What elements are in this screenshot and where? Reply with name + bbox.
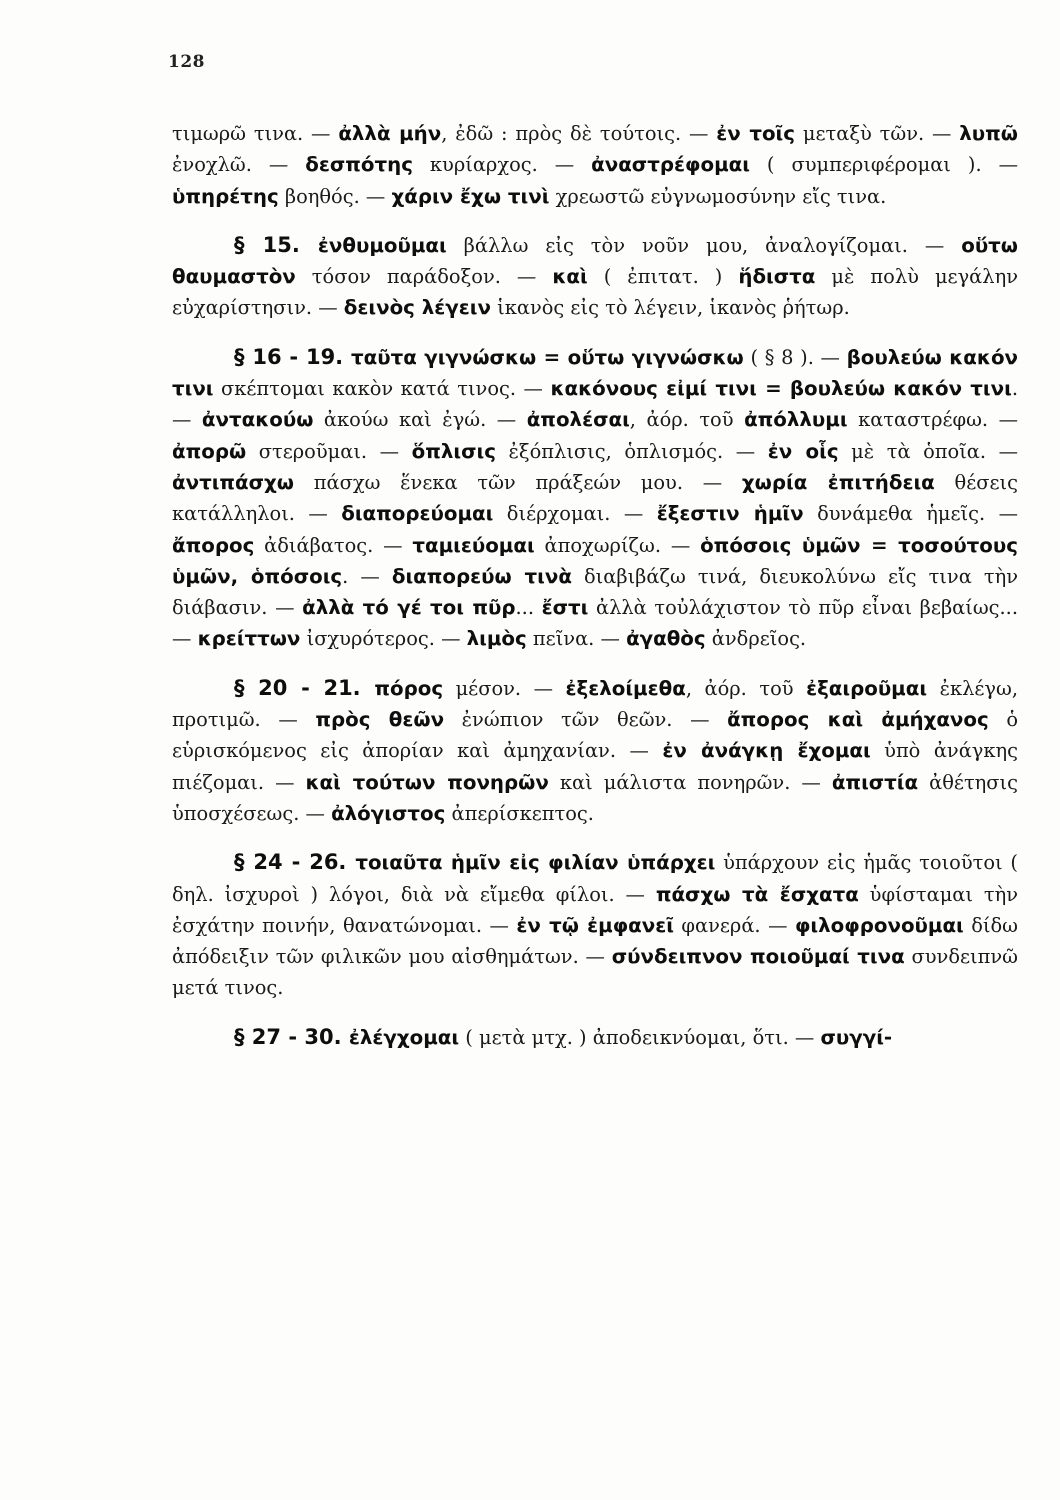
- gloss-text: ὁ εὑρισκόμενος εἰς ἀπορίαν καὶ ἀμηχανίαν. —: [172, 708, 1019, 763]
- lemma: ἀπιστία: [831, 770, 919, 794]
- gloss-text: καταστρέφω. —: [847, 408, 1019, 432]
- gloss-text: ...: [515, 596, 542, 620]
- gloss-text: ἀκούω καὶ ἐγώ. —: [313, 408, 527, 432]
- lemma: σύνδειπνον ποιοῦμαί τινα: [611, 945, 905, 969]
- lemma: ἀπορῶ: [172, 439, 247, 463]
- lemma: ὁπόσοις ὑμῶν = τοσούτους ὑμῶν, ὁπόσοις: [172, 533, 1018, 588]
- lemma: ἀλλὰ μήν: [338, 122, 442, 145]
- gloss-text: ἀνδρεῖος.: [705, 627, 807, 651]
- text-column: [172, 118, 1018, 1053]
- page-number: 128: [168, 52, 205, 72]
- section-number: § 24 - 26.: [234, 850, 356, 875]
- gloss-text: κυρίαρχος. —: [412, 153, 592, 177]
- lemma: ἐν ἀνάγκῃ ἔχομαι: [662, 739, 871, 763]
- lemma: ἔξεστιν ἡμῖν: [656, 502, 804, 526]
- gloss-text: μὲ πολὺ μεγάλην εὐχαρίστησιν. —: [172, 265, 1018, 320]
- lemma: καὶ: [552, 265, 588, 289]
- lemma: διαπορεύω τινὰ: [391, 564, 572, 588]
- gloss-text: ἀλλὰ τοὐλάχιστον τὸ πῦρ εἶναι βεβαίως... —: [172, 596, 1019, 651]
- lemma: χωρία ἐπιτήδεια: [741, 470, 935, 494]
- lemma: ἀλλὰ τό γέ τοι πῦρ: [302, 596, 516, 620]
- lemma: φιλοφρονοῦμαι: [794, 913, 964, 937]
- lemma: βουλεύω κακόν τινι: [172, 345, 1019, 401]
- gloss-text: ἀποχωρίζω. —: [534, 533, 701, 557]
- gloss-text: , ἀόρ. τοῦ: [685, 676, 807, 700]
- paragraph: [172, 847, 1018, 1003]
- gloss-text: ( συμπεριφέρομαι ). —: [749, 153, 1018, 177]
- lemma: πόρος: [374, 676, 444, 700]
- lemma: ἀπολέσαι: [526, 408, 630, 432]
- gloss-text: , ἐδῶ : πρὸς δὲ τούτοις. —: [441, 122, 717, 145]
- lemma: ἐν τῷ ἐμφανεῖ: [516, 913, 674, 937]
- lemma: τοιαῦτα ἡμῖν εἰς φιλίαν ὑπάρχει: [355, 851, 716, 875]
- gloss-text: ( § 8 ). —: [743, 345, 847, 369]
- lemma: ἐνθυμοῦμαι: [317, 233, 447, 257]
- lemma: ἀπόλλυμι: [744, 408, 848, 432]
- gloss-text: ὑφίσταμαι τὴν ἐσχάτην ποινήν, θανατώνομαι. —: [172, 882, 1018, 937]
- gloss-text: ἀθέτησις ὑποσχέσεως. —: [172, 770, 1018, 825]
- gloss-text: τιμωρῶ τινα. —: [172, 122, 339, 145]
- gloss-text: ( ἐπιτατ. ): [587, 265, 739, 289]
- gloss-text: . —: [342, 564, 392, 588]
- gloss-text: στεροῦμαι. —: [246, 439, 412, 463]
- lemma: ἐλέγχομαι: [348, 1025, 460, 1049]
- gloss-text: δυνάμεθα ἡμεῖς. —: [803, 502, 1018, 526]
- gloss-text: σκέπτομαι κακὸν κατά τινος. —: [213, 377, 551, 401]
- lemma: ταμιεύομαι: [412, 533, 535, 557]
- gloss-text: ἐνώπιον τῶν θεῶν. —: [444, 708, 728, 732]
- lemma: διαπορεύομαι: [341, 502, 494, 526]
- gloss-text: καὶ μάλιστα πονηρῶν. —: [548, 770, 832, 794]
- lemma: ἀλόγιστος: [331, 801, 446, 825]
- lemma: πρὸς θεῶν: [315, 708, 445, 732]
- lemma: ἀντιπάσχω: [172, 470, 294, 494]
- lemma: λιμὸς: [466, 627, 527, 651]
- gloss-text: συνδειπνῶ μετά τινος.: [172, 945, 1018, 1000]
- lemma: ἐν τοῖς: [716, 122, 795, 145]
- lemma: συγγί-: [820, 1025, 893, 1049]
- lemma: ἥδιστα: [738, 265, 816, 289]
- gloss-text: ἰσχυρότερος. —: [300, 627, 467, 651]
- gloss-text: μέσον. —: [443, 676, 566, 700]
- gloss-text: βάλλω εἰς τὸν νοῦν μου, ἀναλογίζομαι. —: [446, 233, 962, 257]
- paragraph: [172, 118, 1018, 212]
- lemma: ἐν οἷς: [767, 439, 839, 463]
- gloss-text: ἀδιάβατος. —: [254, 533, 413, 557]
- gloss-text: ἱκανὸς εἰς τὸ λέγειν, ἱκανὸς ῥήτωρ.: [490, 296, 850, 320]
- gloss-text: χρεωστῶ εὐγνωμοσύνην εἴς τινα.: [549, 184, 887, 208]
- section-number: § 15.: [234, 232, 318, 257]
- section-number: § 27 - 30.: [234, 1024, 349, 1049]
- lemma: ταῦτα γιγνώσκω = οὕτω γιγνώσκω: [351, 345, 744, 369]
- gloss-text: πάσχω ἕνεκα τῶν πράξεών μου. —: [294, 470, 742, 494]
- gloss-text: τόσον παράδοξον. —: [295, 265, 553, 289]
- gloss-text: ὑπὸ ἀνάγκης πιέζομαι. —: [172, 739, 1018, 794]
- paragraph: [172, 673, 1018, 829]
- lemma: ἀντακούω: [201, 408, 314, 432]
- gloss-text: ἐξόπλισις, ὁπλισμός. —: [495, 439, 768, 463]
- gloss-text: θέσεις κατάλληλοι. —: [172, 470, 1018, 526]
- gloss-text: μεταξὺ τῶν. —: [795, 122, 960, 145]
- lemma: κακόνους εἰμί τινι = βουλεύω κακόν τινι: [550, 377, 1012, 401]
- lemma: ἐξαιροῦμαι: [806, 676, 928, 700]
- gloss-text: διέρχομαι. —: [493, 502, 657, 526]
- gloss-text: διαβιβάζω τινά, διευκολύνω εἴς τινα τὴν διάβασιν. —: [172, 564, 1018, 620]
- gloss-text: δίδω ἀπόδειξιν τῶν φιλικῶν μου αἰσθημάτων. —: [172, 913, 1018, 969]
- paragraph: [172, 342, 1018, 655]
- gloss-text: πεῖνα. —: [526, 627, 627, 651]
- lemma: οὕτω θαυμαστὸν: [172, 233, 1018, 289]
- gloss-text: ἐνοχλῶ. —: [172, 153, 306, 177]
- gloss-text: ἐκλέγω, προτιμῶ. —: [172, 676, 1018, 732]
- lemma: πάσχω τὰ ἔσχατα: [655, 882, 859, 906]
- lemma: ὅπλισις: [411, 439, 496, 463]
- lemma: ἄπορος: [172, 533, 255, 557]
- lemma: ἔστι: [541, 596, 589, 620]
- gloss-text: φανερά. —: [673, 913, 795, 937]
- paragraph: [172, 230, 1018, 324]
- lemma: ὑπηρέτης: [172, 184, 279, 208]
- lemma: καὶ τούτων πονηρῶν: [305, 770, 549, 794]
- lemma: ἄπορος καὶ ἀμήχανος: [727, 708, 989, 732]
- section-number: § 16 - 19.: [234, 344, 352, 369]
- lemma: δεινὸς λέγειν: [343, 296, 491, 320]
- gloss-text: βοηθός. —: [278, 184, 392, 208]
- lemma: ἐξελοίμεθα: [565, 676, 686, 700]
- lemma: δεσπότης: [305, 153, 413, 177]
- section-number: § 20 - 21.: [234, 675, 375, 700]
- gloss-text: ὑπάρχουν εἰς ἡμᾶς τοιοῦτοι ( δηλ. ἰσχυροὶ ) λόγοι, διὰ νὰ εἴμεθα φίλοι. —: [172, 851, 1018, 906]
- lemma: ἀναστρέφομαι: [591, 153, 750, 177]
- lemma: κρείττων: [197, 627, 301, 651]
- paragraph: [172, 1022, 1018, 1053]
- gloss-text: , ἀόρ. τοῦ: [629, 408, 745, 432]
- lemma: λυπῶ: [959, 122, 1018, 145]
- lemma: χάριν ἔχω τινὶ: [391, 184, 550, 208]
- gloss-text: . —: [172, 377, 1018, 432]
- gloss-text: μὲ τὰ ὁποῖα. —: [838, 439, 1019, 463]
- gloss-text: ( μετὰ μτχ. ) ἀποδεικνύομαι, ὅτι. —: [459, 1025, 821, 1049]
- lemma: ἀγαθὸς: [626, 627, 706, 651]
- gloss-text: ἀπερίσκεπτος.: [445, 801, 594, 825]
